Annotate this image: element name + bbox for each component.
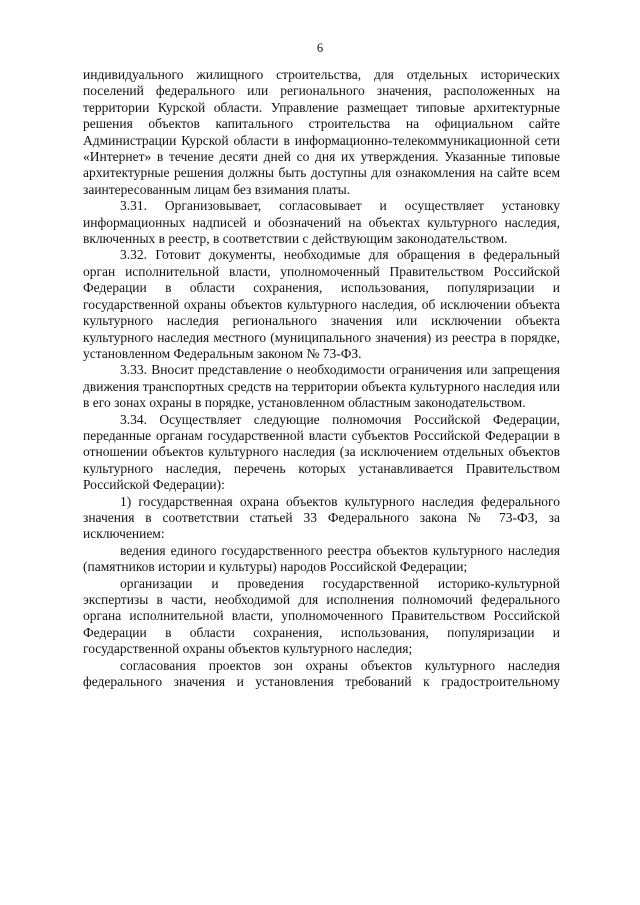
paragraph-3-34: 3.34. Осуществляет следующие полномочия Российской Федерации, переданные органам государственной власти субъектов Российской Федерации в отношении объектов культурного наследия (за исключением отдельных объектов культурного наследия, перечень которых устанавливается Правительством Российской Федерации): bbox=[83, 411, 560, 493]
document-body bbox=[83, 67, 560, 690]
paragraph-3-32: 3.32. Готовит документы, необходимые для обращения в федеральный орган исполнительной власти, уполномоченный Правительством Российской Федерации в области сохранения, использования, популяризации и государственной охраны объектов культурного наследия, об исключении объекта культурного наследия регионального значения или исключении объекта культурного наследия местного (муниципального значения) из реестра в порядке, установленном Федеральным законом № 73-ФЗ. bbox=[83, 247, 560, 361]
paragraph-3-31: 3.31. Организовывает, согласовывает и осуществляет установку информационных надписей и обозначений на объектах культурного наследия, включенных в реестр, в соответствии с действующим законодательством. bbox=[83, 198, 560, 247]
page-number: 6 bbox=[316, 41, 324, 55]
list-subitem-registry: ведения единого государственного реестра объектов культурного наследия (памятников истории и культуры) народов Российской Федерации; bbox=[83, 542, 560, 575]
list-subitem-expertise: организации и проведения государственной историко-культурной экспертизы в части, необходимой для исполнения полномочий федерального органа исполнительной власти, уполномоченного Правительством Российской Федерации в области сохранения, использования, популяризации и государственной охраны объектов культурного наследия; bbox=[83, 575, 560, 657]
paragraph-3-33: 3.33. Вносит представление о необходимости ограничения или запрещения движения транспортных средств на территории объекта культурного наследия или в его зонах охраны в порядке, установленном областным законодательством. bbox=[83, 362, 560, 411]
list-subitem-zones: согласования проектов зон охраны объектов культурного наследия федерального значения и установления требований к градостроительному bbox=[83, 657, 560, 690]
list-item-1: 1) государственная охрана объектов культурного наследия федерального значения в соответствии статьей 33 Федерального закона № 73-ФЗ, за исключением: bbox=[83, 493, 560, 542]
paragraph-continuation: индивидуального жилищного строительства, для отдельных исторических поселений федерального или регионального значения, расположенных на территории Курской области. Управление размещает типовые архитектурные решения объектов капитального строительства на официальном сайте Администрации Курской области в информационно-телекоммуникационной сети «Интернет» в течение десяти дней со дня их утверждения. Указанные типовые архитектурные решения должны быть доступны для ознакомления на сайте всем заинтересованным лицам без взимания платы. bbox=[83, 67, 560, 197]
